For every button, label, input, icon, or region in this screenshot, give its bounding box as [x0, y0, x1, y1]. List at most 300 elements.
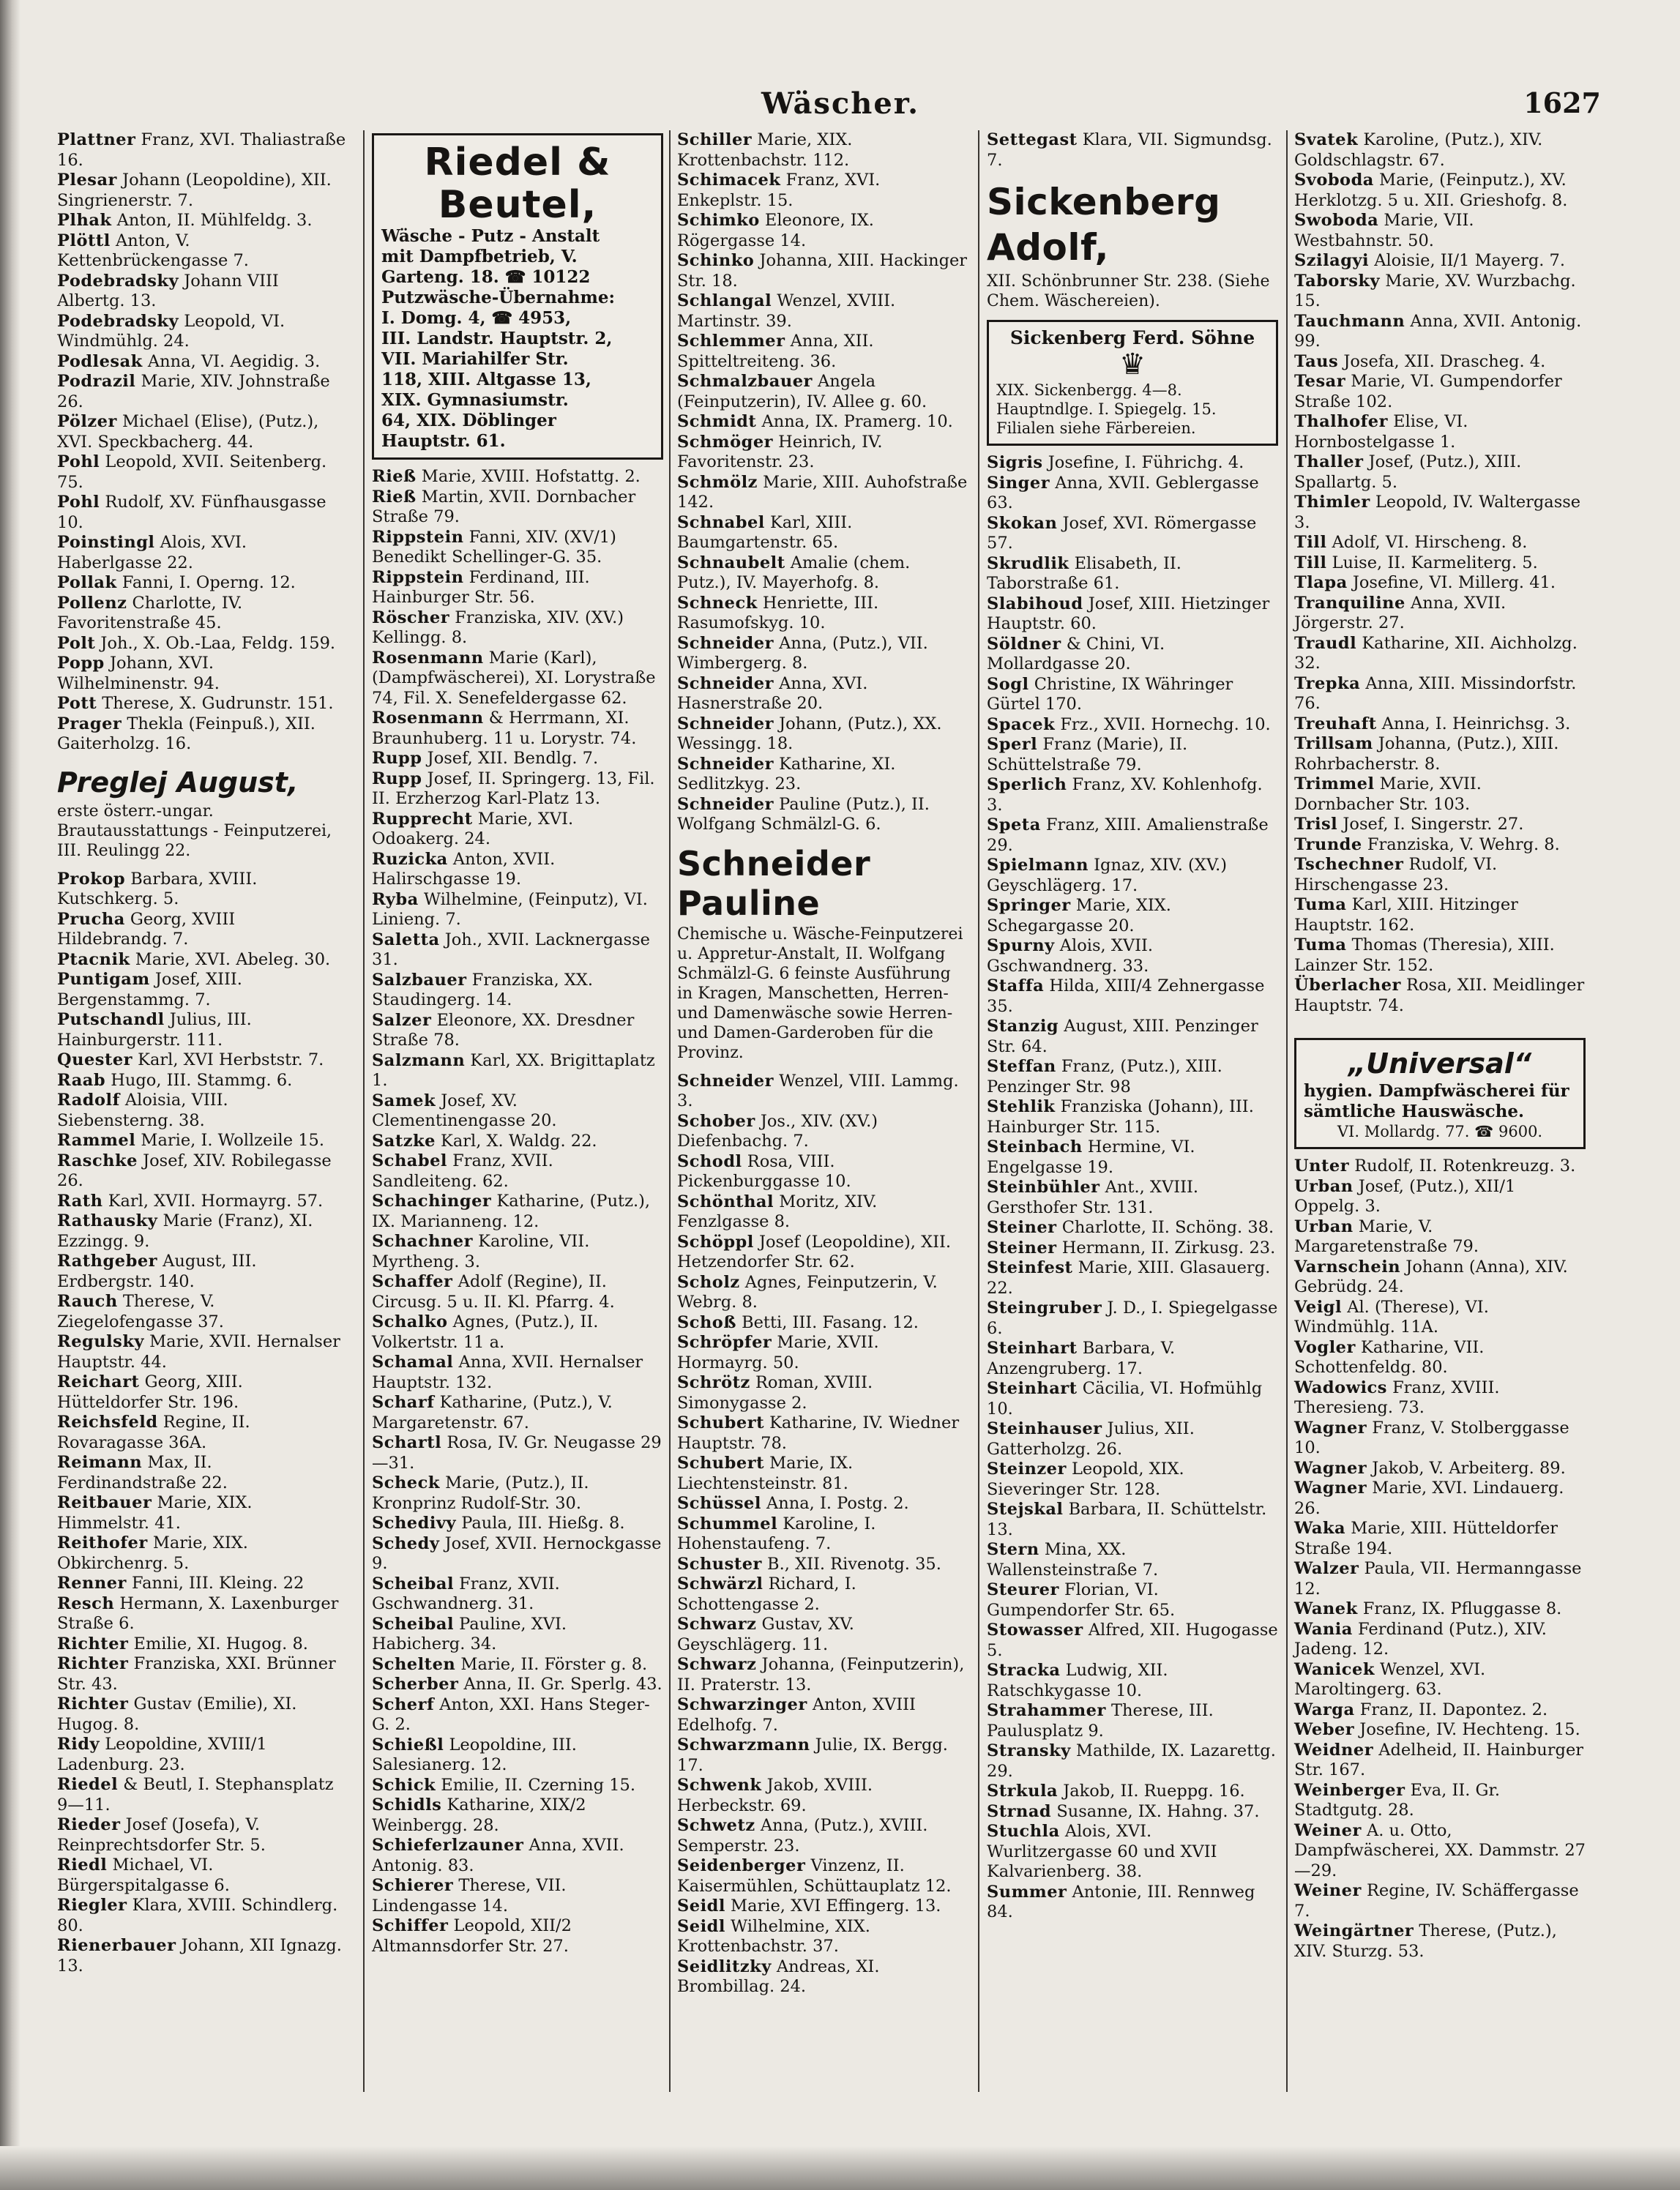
ad-name-schneider: Schneider Pauline [677, 843, 871, 923]
entry-address: Pauline (Putz.), II. Wolfgang Schmälzl-G. 6. [677, 794, 930, 834]
entry-address: Wenzel, VIII. Lammg. 3. [677, 1071, 959, 1110]
directory-entry [372, 810, 663, 850]
entry-name: Pohl [57, 452, 100, 471]
entry-address: Johann (Anna), XIV. Gebrüdg. 24. [1294, 1257, 1568, 1296]
entry-name: Schober [677, 1111, 755, 1131]
entry-address: Barbara, II. Schüttelstr. 13. [987, 1500, 1267, 1539]
entry-name: Scherber [372, 1675, 459, 1694]
entry-name: Schmalzbauer [677, 372, 813, 391]
entry-address: Ant., XVIII. Gersthofer Str. 131. [987, 1178, 1199, 1217]
entry-address: Josef, XV. Clementinengasse 20. [372, 1091, 557, 1130]
entry-name: Rieß [372, 467, 417, 486]
directory-entry [372, 1675, 663, 1695]
directory-entry [57, 870, 348, 910]
entry-name: Pölzer [57, 412, 117, 431]
entry-address: Anton, XVII. Halirschgasse 19. [372, 849, 556, 889]
entry-name: Podebradsky [57, 311, 179, 331]
entry-name: Strkula [987, 1782, 1059, 1801]
entry-address: Wilhelmine, (Feinputz), VI. Linieng. 7. [372, 889, 648, 929]
entry-name: Schüssel [677, 1494, 761, 1513]
entry-address: Aloisia, VIII. Siebensterng. 38. [57, 1091, 228, 1130]
entry-name: Polt [57, 633, 96, 653]
entry-name: Stanzig [987, 1017, 1059, 1036]
entry-name: Steiner [987, 1238, 1057, 1257]
directory-entry [987, 1218, 1278, 1238]
entry-address: Elisabeth, II. Taborstraße 61. [987, 553, 1181, 593]
directory-entry [57, 372, 348, 412]
entry-name: Raschke [57, 1151, 138, 1170]
entry-address: Josef, XVI. Römergasse 57. [987, 513, 1257, 553]
directory-entry [987, 1017, 1278, 1057]
entry-address: Marie, XIX. Himmelstr. 41. [57, 1493, 253, 1533]
directory-entry [372, 1795, 663, 1836]
directory-entry [987, 1741, 1278, 1782]
entry-address: Thomas (Theresia), XIII. Lainzer Str. 152. [1294, 935, 1555, 975]
directory-entry [57, 970, 348, 1010]
directory-entry [987, 1580, 1278, 1621]
entry-address: Anna, XII. Spitteltreiteng. 36. [677, 332, 874, 371]
entry-address: Karl, XVI Herbststr. 7. [132, 1050, 324, 1069]
ad-line: mit Dampfbetrieb, V. [381, 247, 578, 266]
entry-address: Jos., XIV. (XV.) Diefenbachg. 7. [677, 1111, 878, 1151]
entry-name: Rosenmann [372, 648, 484, 668]
entry-list [987, 453, 1278, 1923]
entry-address: Gustav, XV. Geyschlägerg. 11. [677, 1615, 854, 1654]
entry-address: Josefine, IV. Hechteng. 15. [1354, 1720, 1580, 1739]
directory-entry [57, 910, 348, 950]
directory-entry [1294, 1378, 1586, 1419]
directory-entry [372, 1272, 663, 1312]
entry-name: Weingärtner [1294, 1921, 1414, 1940]
ad-text-schneider: Chemische u. Wäsche-Feinputzerei u. Appretur-Anstalt, II. Wolfgang Schmälzl-G. 6 feinste Ausführung in Kragen, Manschetten, Herren- und Damenwäsche sowie Herren- und Damen-Garderoben für die Provinz. [677, 924, 963, 1062]
entry-address: Leopold, VI. Windmühlg. 24. [57, 311, 285, 351]
entry-address: Karl, XIII. Baumgartenstr. 65. [677, 512, 853, 552]
entry-address: Josef (Josefa), V. Reinprechtsdorfer Str. 5. [57, 1815, 266, 1855]
entry-name: Svatek [1294, 130, 1359, 149]
entry-address: & Herrmann, XI. Braunhuberg. 11 u. Lorystr. 74. [372, 709, 637, 748]
directory-entry [1294, 211, 1586, 251]
directory-entry [987, 1379, 1278, 1419]
entry-address: Anton, XVIII Edelhofg. 7. [677, 1695, 916, 1735]
entry-address: Katharine, (Putz.), IX. Marianneng. 12. [372, 1192, 651, 1231]
entry-address: Therese, (Putz.), XIV. Sturzg. 53. [1294, 1921, 1557, 1961]
entry-address: Franziska, XXI. Brünner Str. 43. [57, 1654, 336, 1694]
entry-address: Adelheid, II. Hainburger Str. 167. [1294, 1740, 1584, 1779]
entry-address: Emilie, II. Czerning 15. [436, 1775, 636, 1795]
entry-address: Franz, XVII. Gschwandnerg. 31. [372, 1574, 560, 1613]
entry-name: Steinhart [987, 1379, 1078, 1398]
directory-entry [677, 594, 968, 634]
entry-name: Seidl [677, 1896, 725, 1916]
directory-entry [57, 1372, 348, 1413]
directory-entry [372, 1051, 663, 1091]
entry-name: Stuchla [987, 1822, 1060, 1841]
entry-address: Marie, XIX. Krottenbachstr. 112. [677, 130, 853, 170]
entry-name: Schelten [372, 1654, 456, 1674]
directory-entry [1294, 452, 1586, 493]
entry-name: Schubert [677, 1454, 764, 1473]
entry-address: Angela (Feinputzerin), IV. Allee g. 60. [677, 372, 927, 411]
entry-name: Pollenz [57, 593, 127, 613]
entry-address: Rudolf, VI. Hirschengasse 23. [1294, 855, 1498, 894]
entry-address: Anna, I. Heinrichsg. 3. [1376, 714, 1571, 733]
directory-entry [372, 1876, 663, 1916]
entry-name: Steinhauser [987, 1419, 1102, 1438]
entry-address: Luise, II. Karmeliterg. 5. [1326, 553, 1538, 572]
entry-name: Stehlik [987, 1097, 1056, 1116]
directory-entry [677, 1072, 968, 1112]
directory-entry [677, 1957, 968, 1997]
entry-name: Trunde [1294, 834, 1362, 854]
entry-address: Jakob, XVIII. Herbeckstr. 69. [677, 1776, 873, 1815]
entry-address: Karoline, I. Hohenstaufeng. 7. [677, 1514, 876, 1553]
directory-entry [372, 1574, 663, 1615]
entry-address: Betti, III. Fasang. 12. [736, 1312, 919, 1332]
entry-name: Schimko [677, 211, 760, 230]
entry-address: Wilhelmine, XIX. Krottenbachstr. 37. [677, 1916, 870, 1956]
entry-name: Tlapa [1294, 573, 1348, 592]
directory-entry [1294, 1700, 1586, 1721]
directory-entry [987, 1097, 1278, 1137]
entry-name: Pohl [57, 493, 100, 512]
directory-entry [57, 1453, 348, 1493]
eagle-emblem-icon: ♛ [1119, 348, 1146, 381]
directory-entry [677, 211, 968, 251]
entry-list [677, 130, 968, 835]
entry-address: Marie, VI. Gumpendorfer Straße 102. [1294, 372, 1562, 411]
directory-entry [57, 694, 348, 714]
entry-address: Fanni, I. Operng. 12. [116, 573, 296, 592]
entry-list [372, 467, 663, 1957]
directory-entry [372, 1151, 663, 1192]
entry-name: Schwarzmann [677, 1735, 810, 1754]
directory-entry [677, 1856, 968, 1896]
entry-name: Schierer [372, 1876, 454, 1895]
entry-name: Samek [372, 1091, 436, 1110]
entry-name: Steinbühler [987, 1178, 1100, 1197]
entry-list [677, 1072, 968, 1997]
entry-address: Marie, XVI Effingerg. 13. [725, 1896, 941, 1916]
entry-address: Josefa, XII. Drascheg. 4. [1338, 351, 1546, 371]
entry-address: Marie, II. Förster g. 8. [455, 1654, 648, 1674]
entry-address: Marie, XIII. Auhofstraße 142. [677, 472, 968, 512]
directory-entry [1294, 1559, 1586, 1599]
entry-name: Stejskal [987, 1500, 1064, 1519]
entry-address: Agnes, Feinputzerin, V. Webrg. 8. [677, 1272, 938, 1312]
entry-address: Marie, XVI. Lindauerg. 26. [1294, 1479, 1564, 1518]
entry-name: Scherf [372, 1694, 435, 1714]
directory-entry [677, 1413, 968, 1454]
entry-name: Thimler [1294, 493, 1370, 512]
entry-address: Paula, VII. Hermanngasse 12. [1294, 1559, 1582, 1599]
directory-entry [987, 1339, 1278, 1379]
entry-address: Johann (Leopoldine), XII. Singrienerstr. 7. [57, 171, 332, 210]
entry-name: Wagner [1294, 1479, 1367, 1498]
entry-address: Anna, XVII. Hernalser Hauptstr. 132. [372, 1353, 643, 1392]
entry-address: Al. (Therese), VI. Windmühlg. 11A. [1294, 1297, 1489, 1337]
directory-entry [57, 130, 348, 171]
directory-entry [987, 1500, 1278, 1540]
entry-address: J. D., I. Spiegelgasse 6. [987, 1298, 1278, 1338]
entry-address: Florian, VI. Gumpendorfer Str. 65. [987, 1580, 1176, 1620]
entry-name: Weidner [1294, 1740, 1374, 1760]
entry-address: Anna, XVII. Geblergasse 63. [987, 473, 1259, 512]
directory-entry [372, 1433, 663, 1473]
directory-entry [1294, 1217, 1586, 1257]
directory-entry [372, 528, 663, 568]
entry-address: Anton, V. Kettenbrückengasse 7. [57, 231, 249, 270]
directory-entry [1294, 1177, 1586, 1217]
entry-name: Schlangal [677, 291, 772, 310]
entry-address: Alfred, XII. Hugogasse 5. [987, 1621, 1278, 1660]
entry-name: Varnschein [1294, 1257, 1401, 1277]
entry-name: Scholz [677, 1272, 740, 1292]
directory-entry [987, 1883, 1278, 1923]
entry-name: Söldner [987, 634, 1061, 654]
entry-name: Prager [57, 714, 122, 733]
directory-entry [677, 1776, 968, 1816]
directory-entry [1294, 493, 1586, 533]
entry-address: Josef, I. Singerstr. 27. [1337, 815, 1524, 834]
directory-entry [987, 1822, 1278, 1883]
entry-name: Scheck [372, 1473, 440, 1492]
entry-list [57, 130, 348, 755]
entry-address: Marie (Karl), (Dampfwäscherei), XI. Lorystraße 74, Fil. X. Senefeldergasse 62. [372, 648, 656, 708]
entry-name: Puntigam [57, 970, 150, 989]
entry-name: Schneider [677, 633, 774, 653]
entry-name: Rammel [57, 1131, 136, 1150]
directory-entry [987, 514, 1278, 554]
entry-name: Rippstein [372, 567, 464, 587]
entry-name: Schiller [677, 130, 753, 149]
entry-name: Reichart [57, 1372, 140, 1391]
directory-entry [987, 1540, 1278, 1580]
directory-entry [1294, 272, 1586, 312]
entry-address: Marie, XVI. Odoakerg. 24. [372, 809, 574, 848]
entry-list [1294, 130, 1586, 1016]
entry-address: Franz (Marie), II. Schüttelstraße 79. [987, 735, 1188, 774]
entry-address: Anna, I. Postg. 2. [761, 1494, 909, 1513]
entry-address: Anna, XIII. Missindorfstr. 76. [1294, 673, 1577, 713]
entry-address: Marie, (Feinputz.), XV. Herklotzg. 5 u. XII. Grieshofg. 8. [1294, 171, 1568, 210]
directory-entry [372, 971, 663, 1011]
entry-name: Rathgeber [57, 1252, 157, 1271]
directory-entry [372, 1836, 663, 1876]
entry-name: Plesar [57, 171, 117, 190]
entry-address: Franziska, XX. Staudingerg. 14. [372, 970, 594, 1009]
entry-name: Stracka [987, 1661, 1061, 1680]
entry-name: Scheibal [372, 1574, 455, 1593]
entry-address: Agnes, (Putz.), II. Volkertstr. 11 a. [372, 1312, 599, 1352]
directory-entry [987, 775, 1278, 815]
entry-name: Podebradsky [57, 271, 179, 291]
directory-entry [987, 1782, 1278, 1802]
entry-address: & Beutl, I. Stephansplatz 9—11. [57, 1775, 334, 1815]
entry-name: Riedl [57, 1855, 108, 1875]
entry-address: Karl, XIII. Hitzinger Hauptstr. 162. [1294, 895, 1518, 935]
entry-address: Anna, IX. Pramerg. 10. [756, 412, 953, 431]
entry-address: Roman, XVIII. Simonygasse 2. [677, 1373, 873, 1413]
entry-name: Schneider [677, 714, 774, 733]
entry-name: Steiner [987, 1218, 1057, 1237]
entry-address: B., XII. Rivenotg. 35. [761, 1554, 941, 1574]
directory-entry [677, 1615, 968, 1655]
entry-name: Tschechner [1294, 855, 1404, 874]
entry-name: Schidls [372, 1795, 442, 1815]
directory-entry [677, 130, 968, 171]
directory-entry [677, 1896, 968, 1917]
entry-name: Stransky [987, 1741, 1071, 1760]
directory-entry [1294, 573, 1586, 594]
directory-entry [57, 1211, 348, 1252]
entry-address: Alois, XVI. Wurlitzergasse 60 und XVII Kalvarienberg. 38. [987, 1822, 1217, 1881]
entry-name: Schießl [372, 1735, 444, 1754]
directory-entry [57, 493, 348, 533]
entry-name: Weinberger [1294, 1780, 1405, 1800]
entry-name: Tauchmann [1294, 311, 1405, 331]
entry-name: Schubert [677, 1413, 764, 1432]
entry-name: Schlemmer [677, 332, 785, 351]
directory-entry [57, 352, 348, 373]
entry-address: Josef (Leopoldine), XII. Hetzendorfer Str. 62. [677, 1232, 952, 1271]
directory-entry [57, 1131, 348, 1151]
directory-entry [677, 1333, 968, 1373]
directory-entry [677, 412, 968, 433]
entry-address: Max, II. Ferdinandstraße 22. [57, 1453, 228, 1492]
entry-name: Vogler [1294, 1337, 1356, 1357]
directory-entry [1294, 835, 1586, 856]
entry-name: Regulsky [57, 1332, 144, 1351]
entry-name: Ptacnik [57, 949, 130, 969]
entry-name: Rieß [372, 487, 417, 507]
directory-entry [1294, 674, 1586, 714]
entry-name: Resch [57, 1593, 115, 1613]
entry-name: Schnaubelt [677, 553, 785, 572]
entry-address: Christine, IX Währinger Gürtel 170. [987, 674, 1233, 714]
entry-name: Poinstingl [57, 533, 155, 552]
entry-address: Leopold, IV. Waltergasse 3. [1294, 493, 1581, 532]
entry-address: Martin, XVII. Dornbacher Straße 79. [372, 487, 636, 526]
directory-entry [372, 749, 663, 769]
entry-name: Schöppl [677, 1232, 754, 1252]
entry-name: Thalhofer [1294, 412, 1388, 431]
entry-name: Renner [57, 1574, 127, 1593]
directory-entry [372, 930, 663, 971]
entry-address: Katharine, VII. Schottenfeldg. 80. [1294, 1337, 1485, 1377]
entry-name: Schodl [677, 1151, 742, 1171]
entry-address: Alois, XVI. Haberlgasse 22. [57, 533, 247, 572]
ad-text-sickenberg: XII. Schönbrunner Str. 238. (Siehe Chem. Wäschereien). [987, 272, 1270, 310]
directory-entry [57, 1010, 348, 1050]
entry-address: Franz, II. Dapontez. 2. [1354, 1700, 1548, 1719]
entry-address: Karl, X. Waldg. 22. [435, 1131, 597, 1151]
entry-name: Steinfest [987, 1258, 1073, 1277]
entry-address: Anton, II. Mühlfeldg. 3. [111, 211, 313, 230]
entry-name: Rupprecht [372, 809, 473, 829]
directory-entry [987, 1258, 1278, 1298]
entry-name: Taborsky [1294, 271, 1381, 291]
directory-entry [677, 1112, 968, 1152]
entry-name: Salzbauer [372, 970, 467, 990]
entry-name: Riedel [57, 1775, 119, 1794]
entry-name: Putschandl [57, 1010, 165, 1029]
entry-name: Schummel [677, 1514, 778, 1533]
directory-entry [57, 1594, 348, 1634]
column-2 [372, 130, 663, 1957]
entry-address: Katharine, (Putz.), V. Margaretenstr. 67. [372, 1393, 613, 1432]
directory-entry [372, 1132, 663, 1152]
directory-entry [987, 715, 1278, 736]
entry-address: Josef, XIII. Hietzinger Hauptstr. 60. [987, 594, 1270, 633]
entry-name: Plattner [57, 130, 136, 149]
entry-address: Barbara, XVIII. Kutschkerg. 5. [57, 869, 258, 908]
entry-address: Therese, VII. Lindengasse 14. [372, 1876, 567, 1916]
page-header-title: Wäscher. [761, 86, 920, 121]
entry-name: Urban [1294, 1176, 1354, 1196]
entry-address: Marie, XVII. Dornbacher Str. 103. [1294, 774, 1482, 814]
entry-address: Karoline, VII. Myrtheng. 3. [372, 1232, 590, 1271]
ad-small-universal: VI. Mollardg. 77. ☎ 9600. [1337, 1123, 1543, 1140]
entry-address: Johann, (Putz.), XX. Wessingg. 18. [677, 714, 942, 753]
entry-name: Schwetz [677, 1816, 755, 1835]
entry-name: Plöttl [57, 231, 111, 250]
entry-name: Treuhaft [1294, 714, 1377, 733]
entry-name: Sogl [987, 674, 1029, 694]
directory-entry [372, 1011, 663, 1051]
entry-address: Regine, IV. Schäffergasse 7. [1294, 1881, 1579, 1921]
entry-address: Wenzel, XVIII. Martinstr. 39. [677, 291, 896, 331]
column-rule [978, 130, 979, 2092]
directory-entry [372, 1192, 663, 1232]
entry-name: Wanicek [1294, 1659, 1375, 1679]
entry-name: Urban [1294, 1217, 1354, 1236]
ad-name-preglej: Preglej August, [57, 766, 299, 799]
entry-name: Schmölz [677, 472, 758, 492]
directory-entry [677, 674, 968, 714]
directory-entry [987, 453, 1278, 474]
entry-address: Anna, (Putz.), VII. Wimbergerg. 8. [677, 633, 928, 673]
entry-name: Schneider [677, 1071, 774, 1091]
entry-address: Julie, IX. Bergg. 17. [677, 1735, 948, 1775]
directory-entry [677, 634, 968, 674]
entry-address: Eleonore, IX. Rögergasse 14. [677, 211, 874, 250]
entry-name: Schaffer [372, 1272, 453, 1291]
directory-entry [677, 795, 968, 835]
entry-name: Spielmann [987, 856, 1089, 875]
advertisement-riedel-beutel [372, 133, 663, 460]
entry-address: Mina, XX. Wallensteinstraße 7. [987, 1540, 1159, 1580]
advertisement-sickenberg-soehne [987, 320, 1278, 446]
entry-address: Anton, XXI. Hans Steger-G. 2. [372, 1694, 650, 1734]
directory-entry [1294, 1821, 1586, 1882]
entry-address: Anna, (Putz.), XVIII. Semperstr. 23. [677, 1816, 928, 1855]
entry-name: Schabel [372, 1151, 447, 1170]
entry-address: Joh., XVII. Lacknergasse 31. [372, 930, 650, 969]
directory-entry [57, 1735, 348, 1775]
directory-entry [1294, 1459, 1586, 1479]
entry-name: Till [1294, 533, 1327, 552]
entry-address: Adolf, VI. Hirscheng. 8. [1326, 533, 1528, 552]
directory-entry [677, 1152, 968, 1192]
entry-name: Ridy [57, 1735, 100, 1754]
directory-entry [57, 1654, 348, 1694]
directory-entry [1294, 594, 1586, 634]
entry-name: Schachner [372, 1232, 473, 1251]
directory-entry [57, 1292, 348, 1332]
entry-address: Marie, V. Margaretenstraße 79. [1294, 1217, 1479, 1256]
entry-address: Franziska, XIV. (XV.) Kellingg. 8. [372, 608, 624, 647]
directory-entry [372, 568, 663, 608]
